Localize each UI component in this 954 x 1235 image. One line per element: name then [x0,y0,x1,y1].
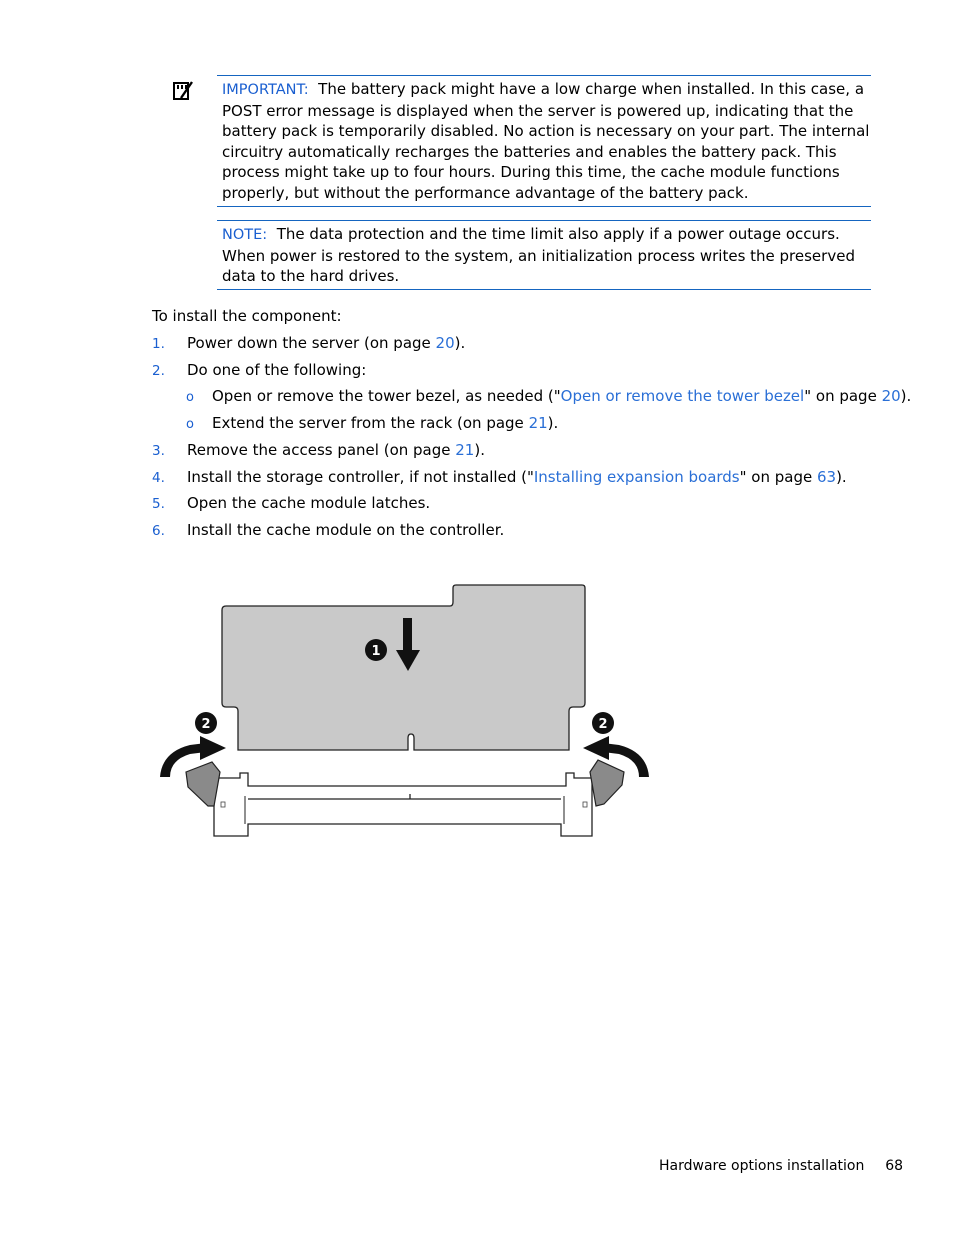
substep-end: ). [900,387,912,405]
substep-1 [186,386,911,408]
step-text: Power down the server (on page [187,334,436,352]
svg-text:1: 1 [371,644,381,659]
substep-mid: " on page [804,387,882,405]
step-text: Open the cache module latches. [187,494,431,512]
step-number: 5. [152,496,165,512]
section-link[interactable]: Open or remove the tower bezel [560,387,805,405]
intro-text: To install the component: [152,307,342,325]
step-4 [152,467,847,488]
left-latch [186,762,220,806]
right-latch [590,760,624,806]
step-6 [152,520,504,541]
note-top-rule [217,220,871,221]
substep-bullet: o [186,417,194,432]
important-text: The battery pack might have a low charge when installed. In this case, a POST error message is displayed when the server is powered up, indicating that the battery pack is temporarily disabled. No action is necessary on your part. The internal circuitry automatically recharges the batteries and enables the battery pack. This process might take up to four hours. During this time, the cache module functions properly, but without the performance advantage of the battery pack. [222,80,870,202]
important-callout [222,79,872,204]
step-number: 1. [152,336,165,352]
step-text: Install the cache module on the controller. [187,521,505,539]
note-bottom-rule [217,289,871,290]
callout-1 [365,639,387,661]
page-link[interactable]: 20 [881,387,901,405]
note-callout [222,224,872,287]
note-label: NOTE: [222,227,268,243]
important-icon [172,80,194,102]
svg-text:2: 2 [201,717,211,732]
important-label: IMPORTANT: [222,82,309,98]
step-5 [152,493,430,514]
substep-text: Extend the server from the rack (on page [212,414,529,432]
step-text: Do one of the following: [187,361,367,379]
step-text-end: ). [836,468,847,486]
memory-slot-connector [214,773,592,836]
page-link[interactable]: 21 [455,441,475,459]
step-1 [152,333,465,354]
important-top-rule [217,75,871,76]
page-link[interactable]: 20 [435,334,455,352]
section-link[interactable]: Installing expansion boards [533,468,740,486]
cache-module-board [222,585,585,750]
step-text: Install the storage controller, if not installed (" [187,468,534,486]
step-text: Remove the access panel (on page [187,441,456,459]
step-number: 3. [152,443,165,459]
page-link[interactable]: 21 [528,414,548,432]
step-3 [152,440,485,461]
step-text-end: ). [474,441,485,459]
page-number: 68 [885,1158,904,1174]
page-link[interactable]: 63 [816,468,837,486]
step-text-end: ). [454,334,466,352]
step-2 [152,360,366,381]
step-number: 6. [152,523,165,539]
step-number: 4. [152,470,165,486]
important-bottom-rule [217,206,871,207]
page-footer [659,1158,903,1174]
footer-section-title: Hardware options installation [659,1158,865,1174]
callout-2-right [592,712,614,734]
svg-text:2: 2 [598,717,608,732]
substep-2 [186,413,558,435]
substep-bullet: o [186,390,194,405]
callout-2-left [195,712,217,734]
step-number: 2. [152,363,165,379]
step-text-mid: " on page [739,468,817,486]
substep-text: Open or remove the tower bezel, as needed (" [212,387,561,405]
note-text: The data protection and the time limit also apply if a power outage occurs. When power is restored to the system, an initialization process writes the preserved data to the hard drives. [222,225,855,286]
cache-module-install-figure [150,580,660,845]
substep-end: ). [547,414,559,432]
